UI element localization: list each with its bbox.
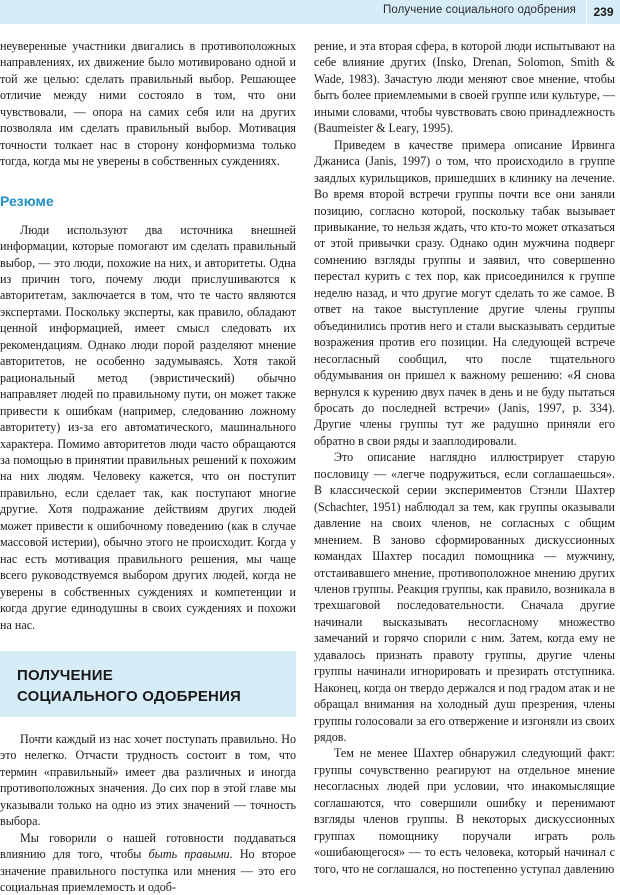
resume-paragraph: Люди используют два источника внешней информации, которые помогают им сделать правильный выбор, — это люди, похожие на них, и авторитеты. Одна из причин того, почему люди прислушиваются к авторитетам, заключается в том, что те часто являются экспертами. Поскольку эксперты, как правило, обладают ценной информацией, имеет смысл следовать их рекомендациям. Однако люди порой разделяют мнение авторитетов, не особенно задумываясь. Хотя такой рациональный метод (эвристический) обычно направляет людей по правильному пути, он может также привести к ошибкам (например, следованию ложному авторитету) из-за его автоматического, машинального характера. Помимо авторитетов люди часто обращаются за помощью в принятии правильных решений к похожим на них людям. Человеку кажется, что он поступит правильно, если сделает так, как поступают многие другие. Хотя подражание действиям других людей может привести к ошибочному поведению (как в случае массовой истерии), обычно этого не происходит. Когда у нас есть мотивация правильного решения, мы чаще всего руководствуемся выбором других людей, когда не уверены в собственных суждениях и компетенции и когда другие единодушны в своих суждениях и похожи на нас. bbox=[0, 222, 296, 632]
running-header bbox=[0, 0, 620, 24]
running-header-title: Получение социального одобрения bbox=[382, 4, 576, 16]
section-heading-line2: СОЦИАЛЬНОГО ОДОБРЕНИЯ bbox=[17, 687, 242, 705]
section-heading-box bbox=[0, 651, 296, 717]
section-paragraph-1: Почти каждый из нас хочет поступать правильно. Но это нелегко. Отчасти трудность состоит в том, что термин «правильный» имеет два различных и иногда противоположных значения. До сих пор в этой главе мы указывали только на одно из этих значений — точность выбора. bbox=[0, 731, 296, 829]
section-heading-line1: ПОЛУЧЕНИЕ bbox=[17, 666, 113, 684]
right-column bbox=[314, 38, 615, 877]
section-paragraph-2-start: Мы говорили о нашей готовности поддаваться влиянию для того, чтобы bbox=[0, 830, 296, 862]
page-number: 239 bbox=[587, 0, 620, 24]
emphasis-text: быть правыми bbox=[148, 847, 230, 862]
right-paragraph-2: Приведем в качестве примера описание Ирвинга Джаниса (Janis, 1997) о том, что происходило в группе заядлых курильщиков, пришедших в клинику на лечение. Во время второй встречи группы почти все они заняли позицию, согласно которой, поскольку табак вызывает привыкание, то нельзя ждать, что кто-то может отказаться от этой привычки сразу. Однако один мужчина подверг сомнению взгляды группы и заявил, что совершенно перестал курить с тех пор, как присоединился к группе неделю назад, и что другие могут сделать то же самое. В ответ на такое выступление другие члены группы объединились против него и стали высказывать сердитые возражения против его позиции. На следующей встрече несогласный сообщил, что после тщательного обдумывания он пришел к важному решению: «Я снова вернулся к курению двух пачек в день и не буду пытаться бросать до последней встречи» (Janis, 1997, p. 334). Другие члены группы тут же радушно приняли его обратно в свои ряды и зааплодировали. bbox=[314, 137, 615, 448]
right-paragraph-4: Тем не менее Шахтер обнаружил следующий факт: группы сочувственно реагируют на отдельное мнение несогласных людей при условии, что инакомыслящие соглашаются, что совершили ошибку и перенимают взгляды членов группы. В некоторых дискуссионных группах помощнику поручали играть роль «ошибающегося» — то есть человека, который начинал с того, что не соглашался, но постепенно уступал давлению bbox=[314, 746, 615, 876]
left-column bbox=[0, 38, 296, 895]
intro-paragraph: неуверенные участники двигались в противоположных направлениях, их движение было мотивировано одной и той же целью: сделать правильный выбор. Решающее отличие между ними состояло в том, что они чувствовали, — опора на самих себя или на других позволяла им сделать правильный выбор. Мотивация точности толкает нас в сторону конформизма только тогда, когда мы не уверены в собственных суждениях. bbox=[0, 39, 296, 169]
section-paragraph-2 bbox=[0, 830, 296, 895]
resume-heading: Резюме bbox=[0, 192, 54, 209]
right-paragraph-1: рение, и эта вторая сфера, в которой люди испытывают на себе влияние других (Insko, Drenan, Solomon, Smith & Wade, 1983). Зачастую люди меняют свое мнение, чтобы быть более приемлемыми в своей группе или культуре, — иными словами, чтобы чувствовать свою принадлежность (Baumeister & Leary, 1995). bbox=[314, 39, 615, 136]
section-paragraph-2-end: . Но второе значение правильного поступка или мнения — это его социальная приемлемость и одоб- bbox=[0, 847, 296, 895]
right-paragraph-3: Это описание наглядно иллюстрирует старую пословицу — «легче подружиться, если соглашаешься». В классической серии экспериментов Стэнли Шахтер (Schachter, 1951) наблюдал за тем, как группы оказывали давление на своих членов, не согласных с общим мнением. В заново сформированных дискуссионных командах Шахтер посадил помощника — мужчину, отстаивавшего мнение, противоположное мнению других членов группы. Реакция группы, как правило, возникала в трехшаговой последовательности. Сначала другие начинали высказывать несогласному множество замечаний и горячо спорили с ним. Затем, когда ему не удавалось признать правоту группы, другие члены группы начинали игнорировать и презирать отступника. Наконец, когда он твердо держался и под градом атак и не обращал внимания на холодный душ презрения, члены группы голосовали за его отвержение и изгоняли из своих рядов. bbox=[314, 450, 615, 745]
